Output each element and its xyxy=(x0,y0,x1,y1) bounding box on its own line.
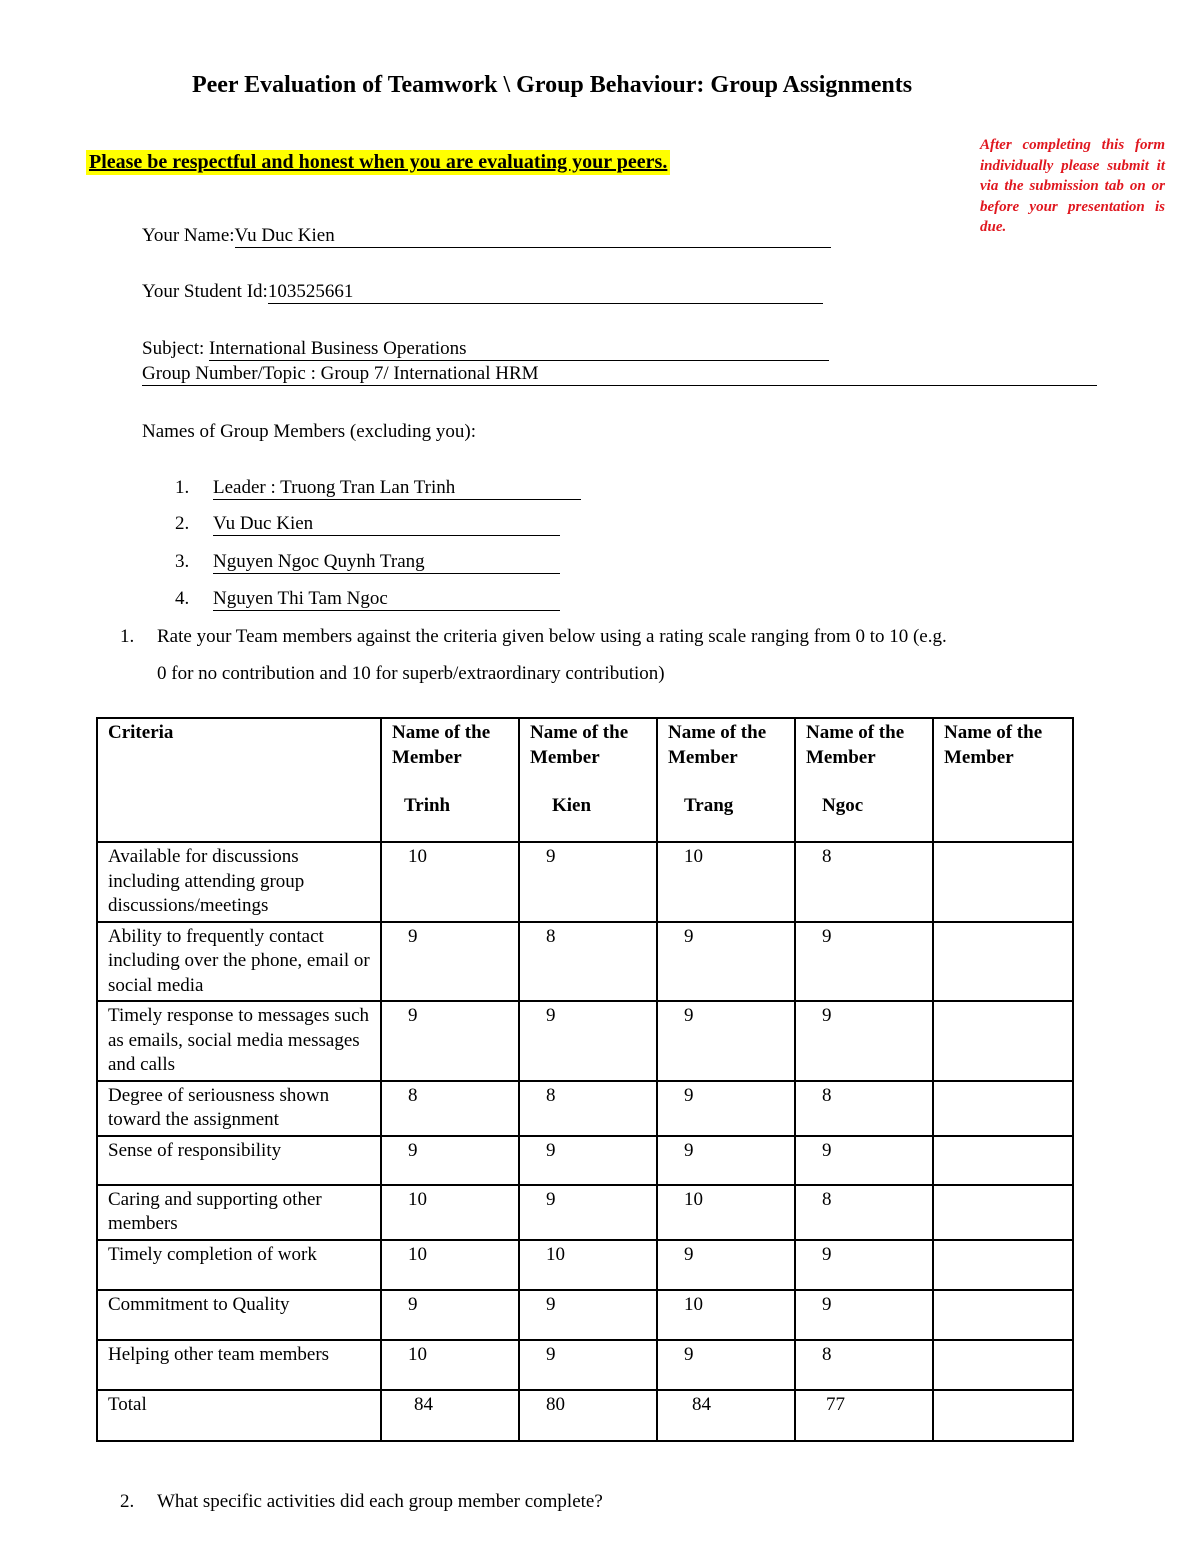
score-cell[interactable]: 9 xyxy=(381,922,519,1002)
criteria-cell: Available for discussions including attending group discussions/meetings xyxy=(97,842,381,922)
table-row xyxy=(97,1185,1073,1240)
submission-note: After completing this form individually please submit it via the submission tab on or before your presentation is due. xyxy=(980,137,1165,235)
score-cell[interactable]: 10 xyxy=(381,842,519,922)
score-cell[interactable]: 9 xyxy=(519,1185,657,1240)
member-item xyxy=(175,551,560,574)
total-label: Total xyxy=(97,1390,381,1441)
score-cell[interactable] xyxy=(933,1001,1073,1081)
score-cell[interactable] xyxy=(933,1340,1073,1390)
column-member-name: Ngoc xyxy=(822,795,864,816)
subject-label: Subject: xyxy=(142,338,210,359)
column-header-label: Name of the Member xyxy=(392,722,491,768)
column-header-label: Name of the Member xyxy=(944,722,1043,768)
member-number: 3. xyxy=(175,551,190,572)
table-header-row xyxy=(97,718,1073,842)
score-cell[interactable] xyxy=(933,1136,1073,1185)
column-member-name: Trinh xyxy=(404,795,451,816)
total-cell[interactable]: 77 xyxy=(795,1390,933,1441)
score-cell[interactable]: 9 xyxy=(657,1240,795,1290)
criteria-cell: Degree of seriousness shown toward the assignment xyxy=(97,1081,381,1136)
your-name-label: Your Name: xyxy=(142,225,235,246)
members-heading: Names of Group Members (excluding you): xyxy=(142,421,477,442)
score-cell[interactable]: 8 xyxy=(795,1081,933,1136)
criteria-cell: Timely completion of work xyxy=(97,1240,381,1290)
column-member-name: Trang xyxy=(684,795,734,816)
group-topic-value[interactable]: Group Number/Topic : Group 7/ International HRM xyxy=(142,363,1097,386)
criteria-cell: Sense of responsibility xyxy=(97,1136,381,1185)
subject-value[interactable]: International Business Operations xyxy=(209,338,829,361)
score-cell[interactable] xyxy=(933,1290,1073,1340)
score-cell[interactable]: 9 xyxy=(381,1290,519,1340)
total-row xyxy=(97,1390,1073,1441)
score-cell[interactable]: 8 xyxy=(795,1185,933,1240)
score-cell[interactable]: 9 xyxy=(795,1290,933,1340)
table-row xyxy=(97,1340,1073,1390)
score-cell[interactable]: 10 xyxy=(519,1240,657,1290)
member-column-header xyxy=(933,718,1073,842)
member-name[interactable]: Nguyen Ngoc Quynh Trang xyxy=(213,551,560,574)
score-cell[interactable] xyxy=(933,1081,1073,1136)
score-cell[interactable]: 10 xyxy=(657,1290,795,1340)
table-row xyxy=(97,1136,1073,1185)
score-cell[interactable] xyxy=(933,922,1073,1002)
score-cell[interactable]: 9 xyxy=(657,1136,795,1185)
criteria-cell: Caring and supporting other members xyxy=(97,1185,381,1240)
member-item xyxy=(175,588,560,611)
score-cell[interactable]: 8 xyxy=(795,1340,933,1390)
subject-field xyxy=(142,338,829,361)
score-cell[interactable]: 9 xyxy=(795,1001,933,1081)
member-name[interactable]: Vu Duc Kien xyxy=(213,513,560,536)
criteria-cell: Ability to frequently contact including over the phone, email or social media xyxy=(97,922,381,1002)
member-column-header xyxy=(381,718,519,842)
score-cell[interactable]: 9 xyxy=(657,922,795,1002)
score-cell[interactable]: 8 xyxy=(519,922,657,1002)
total-cell[interactable] xyxy=(933,1390,1073,1441)
respect-notice: Please be respectful and honest when you are evaluating your peers. xyxy=(86,150,670,175)
score-cell[interactable]: 9 xyxy=(519,842,657,922)
column-member-name: Kien xyxy=(552,795,592,816)
criteria-cell: Helping other team members xyxy=(97,1340,381,1390)
table-row xyxy=(97,1240,1073,1290)
score-cell[interactable]: 9 xyxy=(657,1001,795,1081)
student-id-value[interactable]: 103525661 xyxy=(268,281,823,304)
member-number: 1. xyxy=(175,477,190,498)
question-1-number: 1. xyxy=(120,626,135,647)
member-name[interactable]: Leader : Truong Tran Lan Trinh xyxy=(213,477,581,500)
score-cell[interactable]: 9 xyxy=(657,1081,795,1136)
column-header-label: Name of the Member xyxy=(806,722,905,768)
score-cell[interactable]: 9 xyxy=(519,1340,657,1390)
table-row xyxy=(97,922,1073,1002)
column-header-label: Name of the Member xyxy=(530,722,629,768)
criteria-cell: Timely response to messages such as emails, social media messages and calls xyxy=(97,1001,381,1081)
score-cell[interactable]: 10 xyxy=(657,842,795,922)
member-column-header xyxy=(795,718,933,842)
score-cell[interactable] xyxy=(933,842,1073,922)
table-row xyxy=(97,1001,1073,1081)
score-cell[interactable] xyxy=(933,1240,1073,1290)
score-cell[interactable]: 8 xyxy=(519,1081,657,1136)
score-cell[interactable]: 8 xyxy=(381,1081,519,1136)
score-cell[interactable]: 9 xyxy=(519,1136,657,1185)
score-cell[interactable]: 9 xyxy=(657,1340,795,1390)
table-row xyxy=(97,1081,1073,1136)
score-cell[interactable]: 10 xyxy=(381,1340,519,1390)
student-id-label: Your Student Id: xyxy=(142,281,268,302)
member-name[interactable]: Nguyen Thi Tam Ngoc xyxy=(213,588,560,611)
question-2-number: 2. xyxy=(120,1491,135,1512)
member-number: 2. xyxy=(175,513,190,534)
score-cell[interactable]: 9 xyxy=(519,1290,657,1340)
score-cell[interactable]: 10 xyxy=(381,1240,519,1290)
column-header-label: Name of the Member xyxy=(668,722,767,768)
score-cell[interactable]: 9 xyxy=(795,1136,933,1185)
member-number: 4. xyxy=(175,588,190,609)
score-cell[interactable]: 9 xyxy=(795,922,933,1002)
member-item xyxy=(175,477,581,500)
student-id-field xyxy=(142,281,823,304)
question-1-line-2: 0 for no contribution and 10 for superb/extraordinary contribution) xyxy=(157,663,665,684)
score-cell[interactable]: 10 xyxy=(381,1185,519,1240)
question-1-line-1: Rate your Team members against the criteria given below using a rating scale ranging from 0 to 10 (e.g. xyxy=(157,626,947,647)
group-topic-field xyxy=(142,363,1097,386)
your-name-field xyxy=(142,225,831,248)
table-row xyxy=(97,842,1073,922)
score-cell[interactable] xyxy=(933,1185,1073,1240)
member-item xyxy=(175,513,560,536)
total-cell[interactable]: 80 xyxy=(519,1390,657,1441)
question-2-text: What specific activities did each group member complete? xyxy=(157,1491,603,1512)
score-cell[interactable]: 9 xyxy=(795,1240,933,1290)
page-title: Peer Evaluation of Teamwork \ Group Behaviour: Group Assignments xyxy=(191,72,913,98)
criteria-header: Criteria xyxy=(97,718,381,842)
your-name-value[interactable]: Vu Duc Kien xyxy=(235,225,831,248)
total-cell[interactable]: 84 xyxy=(381,1390,519,1441)
score-cell[interactable]: 9 xyxy=(381,1136,519,1185)
peer-rating-table xyxy=(96,717,1074,1442)
score-cell[interactable]: 9 xyxy=(381,1001,519,1081)
score-cell[interactable]: 8 xyxy=(795,842,933,922)
score-cell[interactable]: 10 xyxy=(657,1185,795,1240)
total-cell[interactable]: 84 xyxy=(657,1390,795,1441)
member-column-header xyxy=(657,718,795,842)
table-row xyxy=(97,1290,1073,1340)
member-column-header xyxy=(519,718,657,842)
criteria-cell: Commitment to Quality xyxy=(97,1290,381,1340)
score-cell[interactable]: 9 xyxy=(519,1001,657,1081)
